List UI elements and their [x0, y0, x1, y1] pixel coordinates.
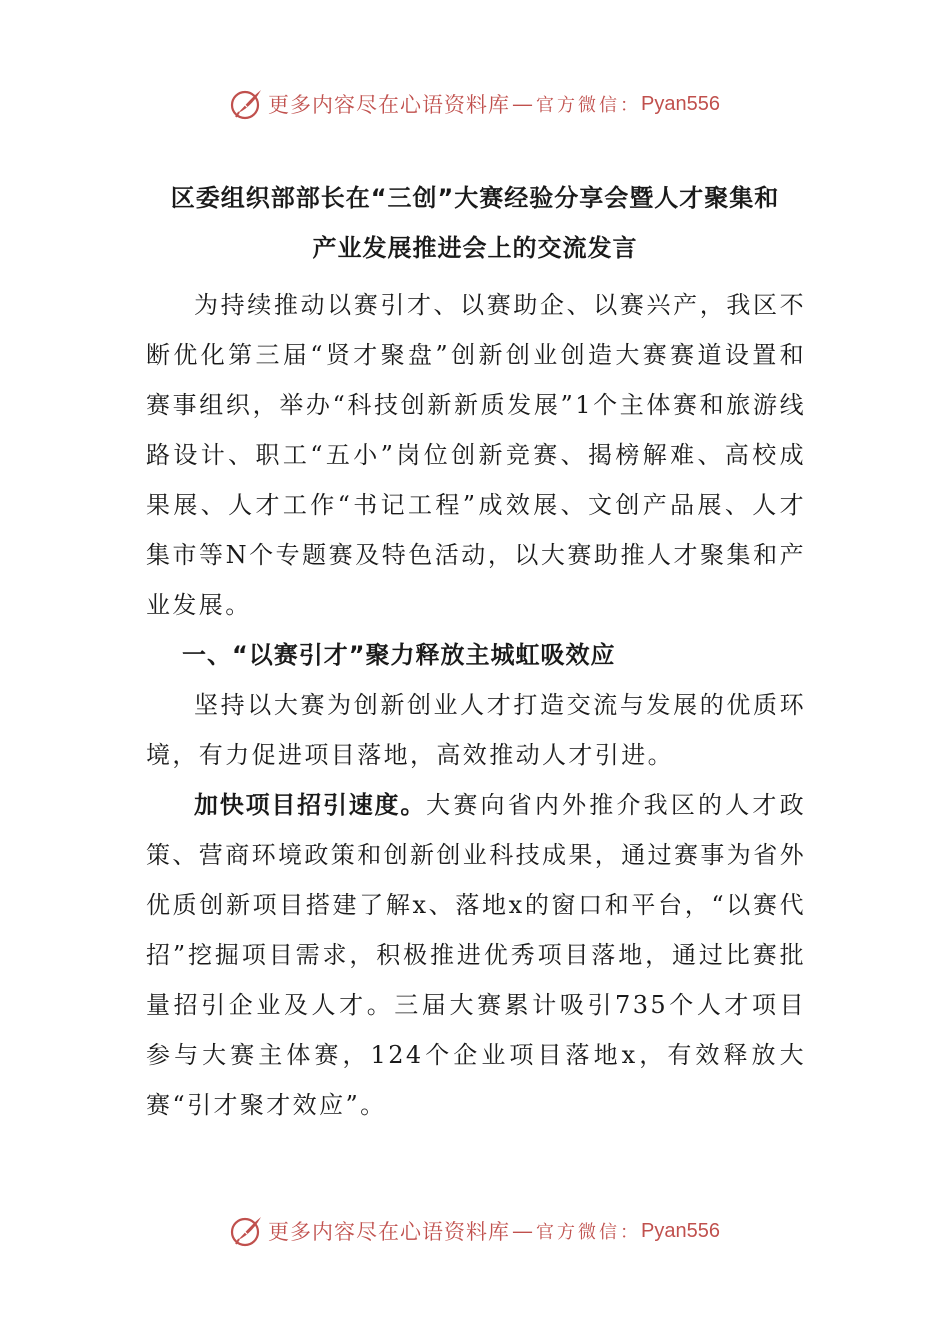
item-body: 大赛向省内外推介我区的人才政策、营商环境政策和创新创业科技成果，通过赛事为省外优质创新项目搭建了解x、落地x的窗口和平台，“以赛代招”挖掘项目需求，积极推进优秀项目落地，通过比赛批量招引企业及人才。三届大赛累计吸引735个人才项目参与大赛主体赛，124个企业项目落地x，有效释放大赛“引才聚才效应”。 [146, 791, 807, 1119]
banner-text: 更多内容尽在心语资料库 [268, 93, 511, 117]
banner-wechat-id: Pyan556 [641, 1219, 720, 1242]
watermark-banner-bottom [0, 1211, 950, 1251]
banner-text: 更多内容尽在心语资料库 [268, 1220, 511, 1244]
banner-separator: — [512, 1219, 535, 1243]
banner-wechat-id: Pyan556 [641, 92, 720, 115]
section-paragraph: 坚持以大赛为创新创业人才打造交流与发展的优质环境，有力促进项目落地，高效推动人才引进。 [146, 691, 806, 769]
section-heading: 一、“以赛引才”聚力释放主城虹吸效应 [182, 641, 616, 669]
watermark-banner-top [0, 84, 950, 124]
intro-paragraph: 为持续推动以赛引才、以赛助企、以赛兴产，我区不断优化第三届“贤才聚盘”创新创业创造大赛赛道设置和赛事组织，举办“科技创新新质发展”1个主体赛和旅游线路设计、职工“五小”岗位创新竞赛、揭榜解难、高校成果展、人才工作“书记工程”成效展、文创产品展、人才集市等N个专题赛及特色活动，以大赛助推人才聚集和产业发展。 [146, 291, 806, 619]
item-paragraph [146, 780, 806, 1130]
banner-label: 官方微信： [536, 1222, 642, 1243]
banner-label: 官方微信： [536, 95, 642, 116]
document-title-line-1: 区委组织部部长在“三创”大赛经验分享会暨人才聚集和 [170, 184, 780, 212]
banner-separator: — [512, 92, 535, 116]
quill-logo-icon [230, 87, 264, 121]
item-lead: 加快项目招引速度。 [194, 791, 427, 819]
document-body [146, 280, 806, 1130]
document-title-line-2: 产业发展推进会上的交流发言 [312, 234, 638, 262]
quill-logo-icon [230, 1214, 264, 1248]
